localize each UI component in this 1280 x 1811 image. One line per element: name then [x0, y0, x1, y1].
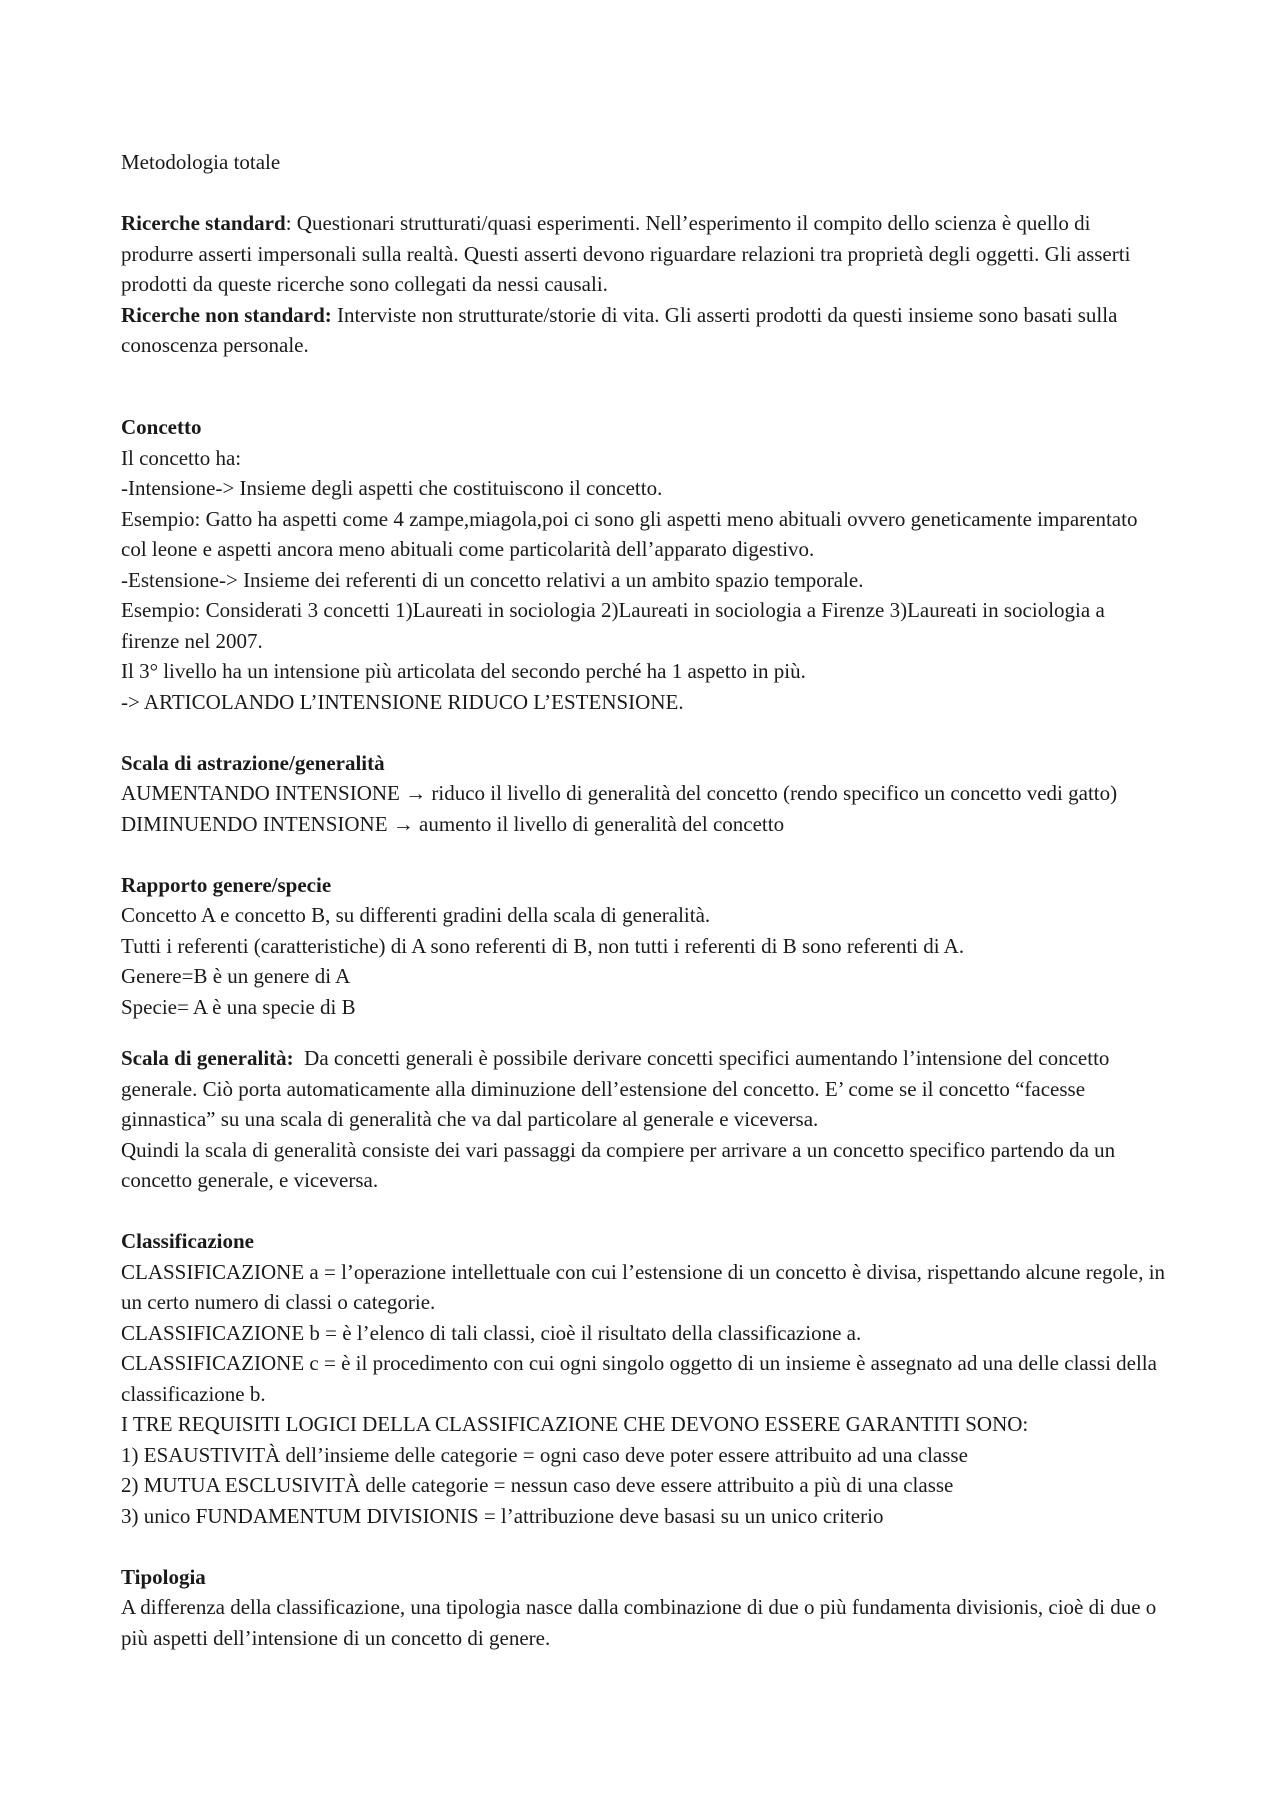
tipologia-heading-text: Tipologia	[121, 1564, 206, 1589]
scala-astrazione-heading	[121, 748, 1166, 779]
scala-astrazione-line: DIMINUENDO INTENSIONE → aumento il livello di generalità del concetto	[121, 811, 785, 836]
ricerche-standard-label: Ricerche standard	[121, 211, 286, 235]
tipologia-heading	[121, 1562, 1166, 1593]
ricerche-standard-paragraph	[121, 208, 1166, 300]
spacer	[121, 1196, 1166, 1227]
classificazione-line: 2) MUTUA ESCLUSIVITÀ delle categorie = nessun caso deve essere attribuito a più di una classe	[121, 1473, 954, 1497]
document-title: Metodologia totale	[121, 150, 281, 174]
spacer	[121, 178, 1166, 209]
concetto-line: -Estensione-> Insieme dei referenti di un concetto relativi a un ambito spazio temporale.	[121, 567, 864, 592]
concetto-line: -Intensione-> Insieme degli aspetti che costituiscono il concetto.	[121, 476, 663, 500]
classificazione-line: I TRE REQUISITI LOGICI DELLA CLASSIFICAZIONE CHE DEVONO ESSERE GARANTITI SONO:	[121, 1412, 1029, 1436]
scala-astrazione-heading-text: Scala di astrazione/generalità	[121, 750, 385, 775]
scala-astrazione-line: AUMENTANDO INTENSIONE → riduco il livello di generalità del concetto (rendo specifico un concetto vedi gatto)	[121, 781, 1118, 805]
spacer	[121, 1022, 1166, 1043]
rapporto-heading-text: Rapporto genere/specie	[121, 872, 332, 897]
ricerche-standard-text: : Questionari strutturati/quasi esperimenti. Nell’esperimento il compito dello scienza è quello di produrre asserti impersonali sulla realtà. Questi asserti devono riguardare relazioni tra proprietà degli oggetti. Gli asserti prodotti da queste ricerche sono collegati da nessi causali.	[121, 211, 1136, 296]
classificazione-line: 3) unico FUNDAMENTUM DIVISIONIS = l’attribuzione deve basasi su un unico criterio	[121, 1503, 884, 1528]
classificazione-heading-text: Classificazione	[121, 1229, 254, 1253]
classificazione-line: 1) ESAUSTIVITÀ dell’insieme delle categorie = ogni caso deve poter essere attribuito ad una classe	[121, 1442, 968, 1467]
rapporto-line: Specie= A è una specie di B	[121, 994, 356, 1019]
concetto-line: Esempio: Considerati 3 concetti 1)Laureati in sociologia 2)Laureati in sociologia a Firenze 3)Laureati in sociologia a firenze nel 2007.	[121, 598, 1111, 653]
rapporto-line: Genere=B è un genere di A	[121, 964, 351, 988]
scala-generalita-paragraph-2: Quindi la scala di generalità consiste dei vari passaggi da compiere per arrivare a un concetto specifico partendo da un concetto generale, e viceversa.	[121, 1137, 1121, 1192]
classificazione-line: CLASSIFICAZIONE a = l’operazione intellettuale con cui l’estensione di un concetto è divisa, rispettando alcune regole, in un certo numero di classi o categorie.	[121, 1259, 1171, 1314]
rapporto-line: Tutti i referenti (caratteristiche) di A sono referenti di B, non tutti i referenti di B sono referenti di A.	[121, 933, 965, 958]
ricerche-non-standard-label: Ricerche non standard:	[121, 302, 332, 327]
concetto-heading-text: Concetto	[121, 415, 202, 439]
scala-generalita-text: Da concetti generali è possibile derivare concetti specifici aumentando l’intensione del concetto generale. Ciò porta automaticamente alla diminuzione dell’estensione del concetto. E’ come se il concetto “facesse ginnastica” su una scala di generalità che va dal particolare al generale e viceversa.	[121, 1046, 1115, 1131]
document-page	[121, 147, 1171, 1653]
rapporto-line: Concetto A e concetto B, su differenti gradini della scala di generalità.	[121, 903, 711, 927]
tipologia-text: A differenza della classificazione, una tipologia nasce dalla combinazione di due o più fundamenta divisionis, cioè di due o più aspetti dell’intensione di un concetto di genere.	[121, 1595, 1162, 1650]
spacer	[121, 361, 1166, 392]
ricerche-non-standard-paragraph	[121, 300, 1166, 361]
spacer	[121, 1531, 1166, 1562]
spacer	[121, 839, 1166, 870]
rapporto-heading	[121, 870, 1166, 901]
concetto-line: Il concetto ha:	[121, 445, 242, 470]
concetto-line: -> ARTICOLANDO L’INTENSIONE RIDUCO L’ESTENSIONE.	[121, 689, 684, 714]
scala-generalita-label: Scala di generalità:	[121, 1046, 294, 1070]
ricerche-non-standard-text: Interviste non strutturate/storie di vita. Gli asserti prodotti da questi insieme sono basati sulla conoscenza personale.	[121, 302, 1123, 357]
classificazione-line: CLASSIFICAZIONE c = è il procedimento con cui ogni singolo oggetto di un insieme è assegnato ad una delle classi della classificazione b.	[121, 1351, 1163, 1406]
scala-generalita-paragraph	[121, 1043, 1166, 1135]
concetto-line: Il 3° livello ha un intensione più articolata del secondo perché ha 1 aspetto in più.	[121, 659, 806, 683]
classificazione-line: CLASSIFICAZIONE b = è l’elenco di tali classi, cioè il risultato della classificazione a.	[121, 1320, 862, 1345]
concetto-line: Esempio: Gatto ha aspetti come 4 zampe,miagola,poi ci sono gli aspetti meno abituali ovvero geneticamente imparentato col leone e aspetti ancora meno abituali come particolarità dell’apparato digestivo.	[121, 506, 1143, 561]
concetto-heading	[121, 412, 1166, 443]
spacer	[121, 391, 1166, 412]
spacer	[121, 717, 1166, 748]
classificazione-heading	[121, 1226, 1166, 1257]
